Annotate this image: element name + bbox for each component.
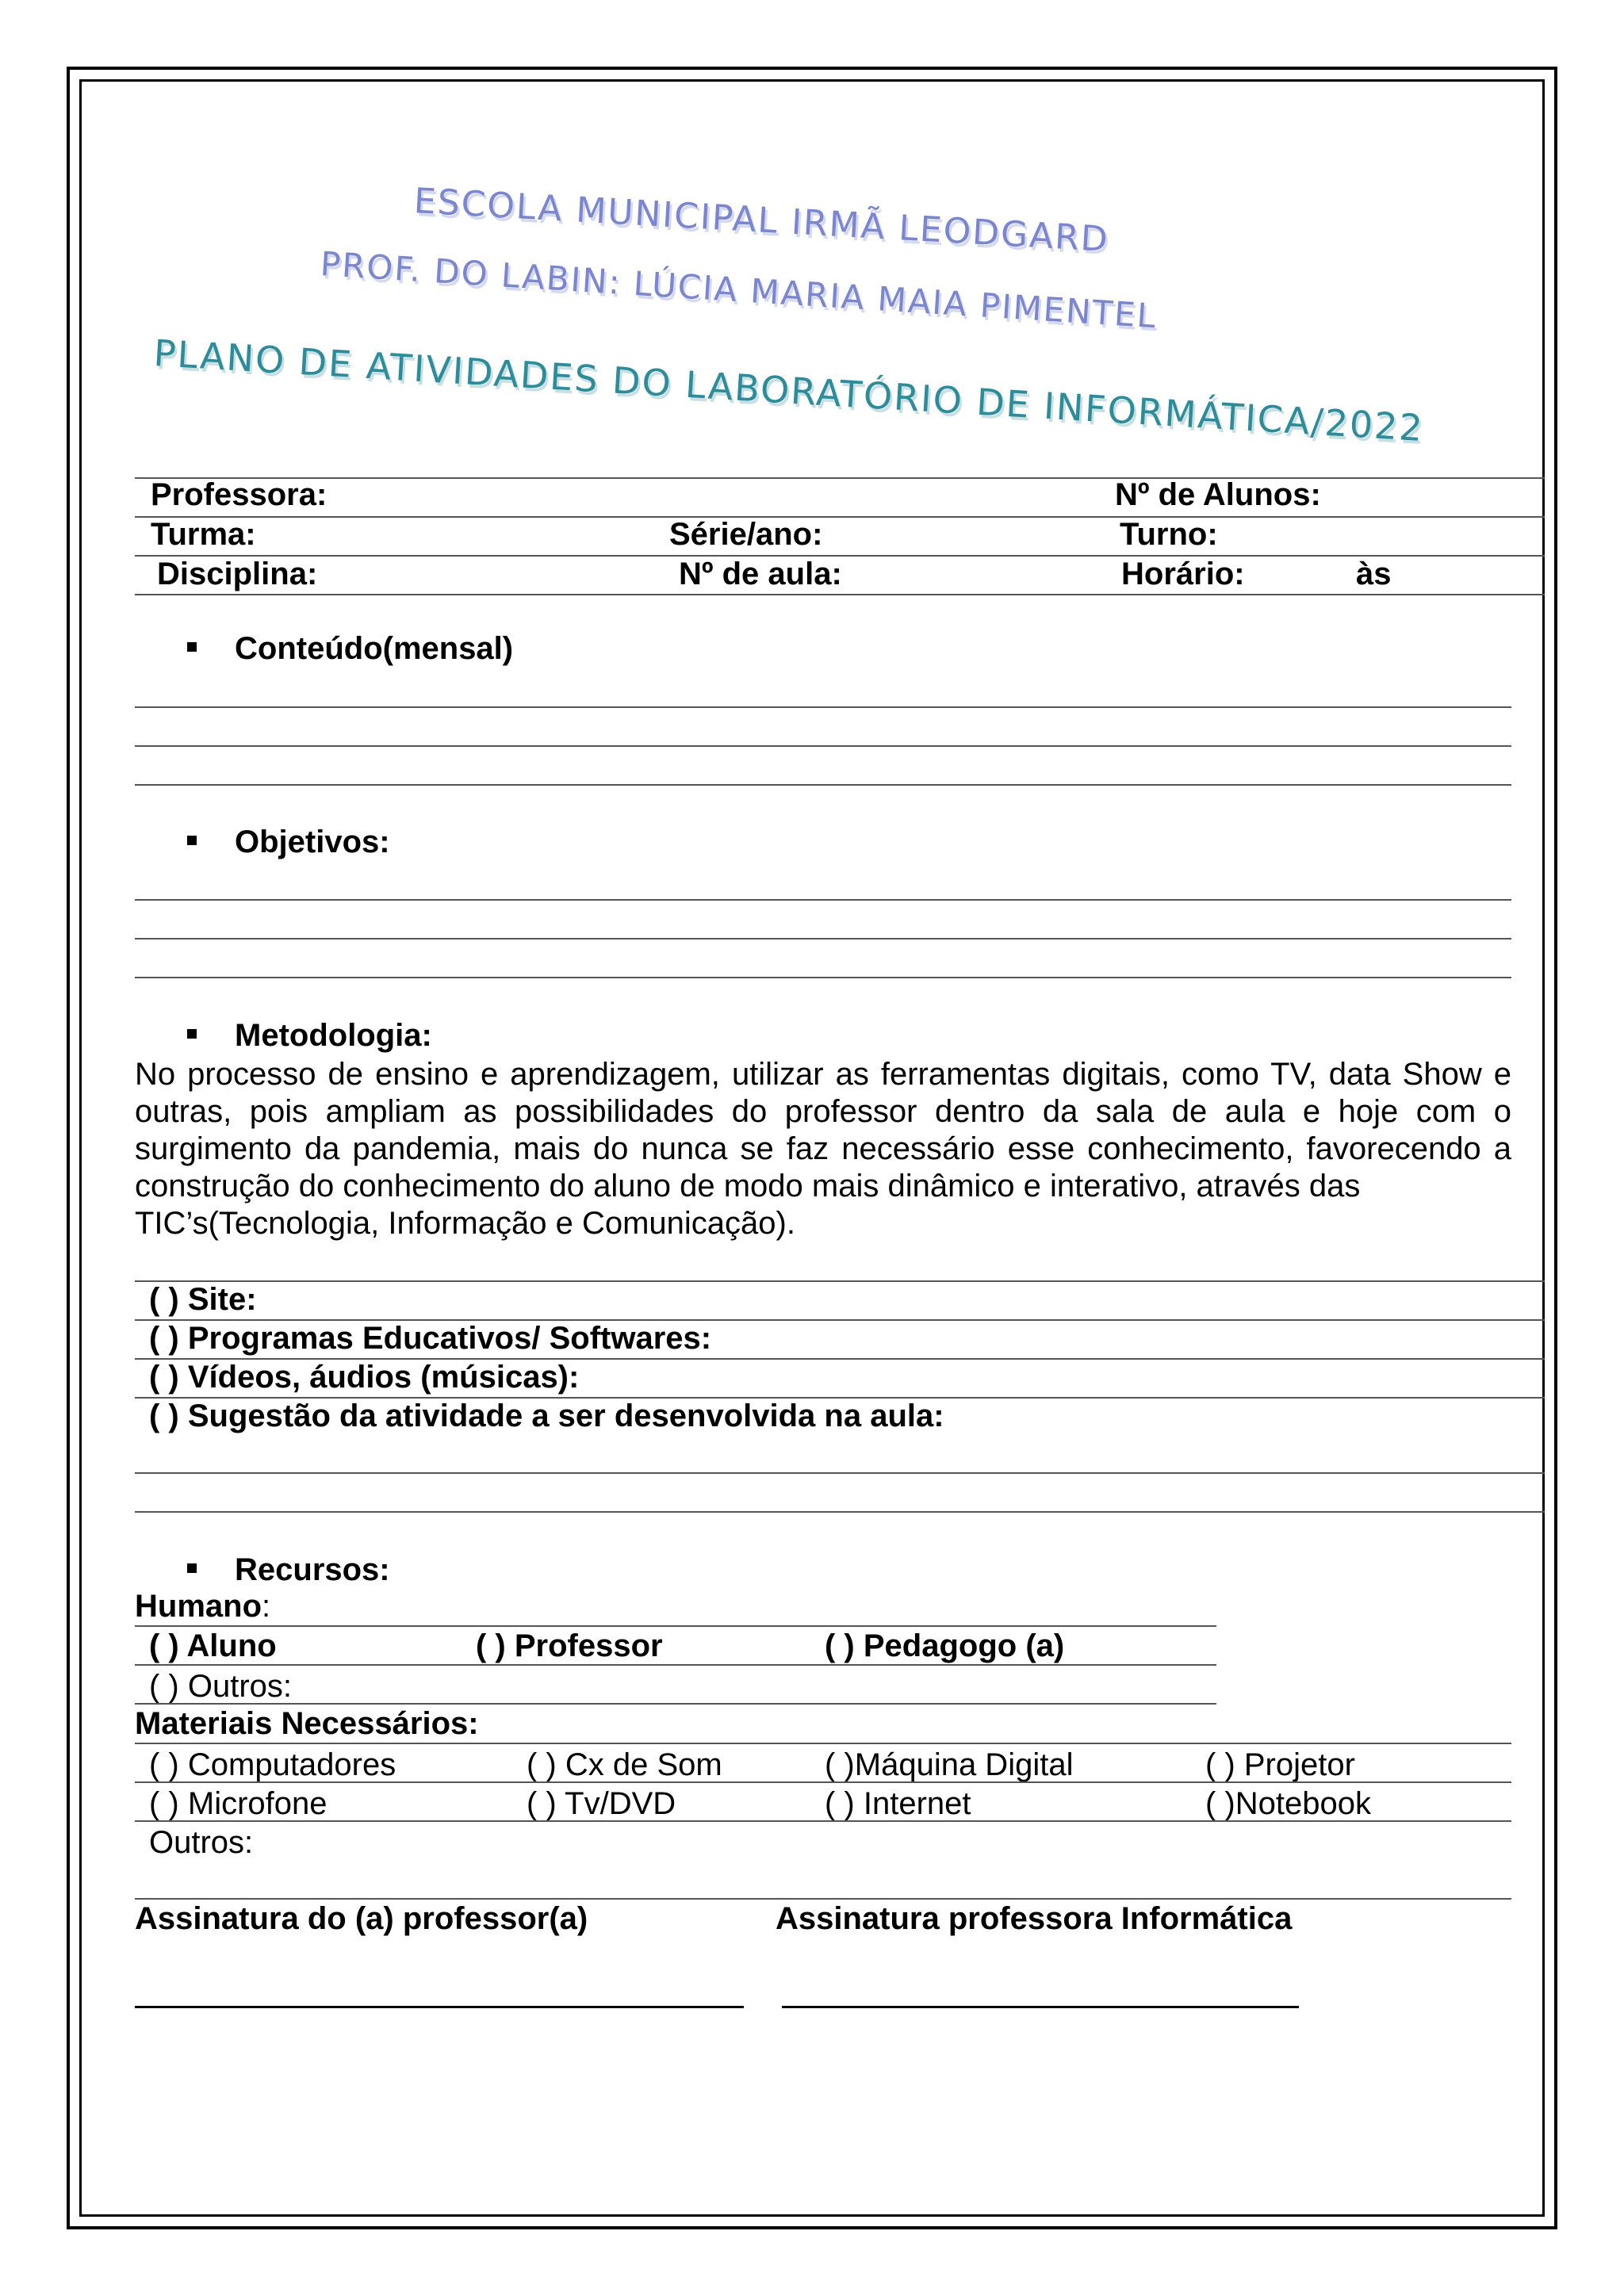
material-projetor: ( ) Projetor [1205, 1747, 1355, 1782]
plan-title: PLANO DE ATIVIDADES DO LABORATÓRIO DE INFORMÁTICA/2022 [152, 331, 1426, 450]
humano-aluno: ( ) Aluno [149, 1628, 277, 1663]
info-line-1 [135, 516, 1545, 518]
objetivos-line-2 [135, 938, 1511, 939]
checklist-site: ( ) Site: [149, 1282, 257, 1317]
bullet-icon [187, 642, 197, 652]
turno-label: Turno: [1120, 517, 1218, 552]
bullet-icon [187, 836, 197, 845]
turma-label: Turma: [151, 517, 256, 552]
sugestao-line-1 [135, 1472, 1545, 1474]
humano-colon: : [262, 1589, 271, 1624]
humano-line-bottom [135, 1703, 1216, 1705]
materiais-line-top [135, 1743, 1511, 1744]
humano-outros: ( ) Outros: [149, 1669, 293, 1704]
serie-label: Série/ano: [669, 517, 823, 552]
materiais-line-2 [135, 1820, 1511, 1822]
alunos-label: Nº de Alunos: [1115, 477, 1321, 512]
checklist-sugestao: ( ) Sugestão da atividade a ser desenvolvida na aula: [149, 1399, 944, 1433]
sugestao-line-2 [135, 1511, 1545, 1513]
bullet-icon [187, 1563, 197, 1573]
objetivos-heading: Objetivos: [235, 825, 390, 859]
checklist-line-top [135, 1280, 1545, 1282]
humano-professor: ( ) Professor [476, 1628, 663, 1663]
conteudo-heading: Conteúdo(mensal) [235, 631, 514, 666]
info-line-bottom [135, 594, 1545, 595]
metodologia-paragraph [135, 1056, 1511, 1242]
material-outros: Outros: [149, 1825, 254, 1860]
checklist-programas: ( ) Programas Educativos/ Softwares: [149, 1321, 712, 1356]
humano-pedagogo: ( ) Pedagogo (a) [825, 1628, 1065, 1663]
bullet-icon [187, 1029, 197, 1039]
conteudo-line-2 [135, 745, 1511, 747]
material-computadores: ( ) Computadores [149, 1747, 396, 1782]
material-maquina: ( )Máquina Digital [825, 1747, 1074, 1782]
aula-label: Nº de aula: [679, 557, 842, 591]
signature-informatica-line [782, 2006, 1299, 2008]
disciplina-label: Disciplina: [157, 557, 318, 591]
professora-label: Professora: [151, 477, 327, 512]
humano-line-1 [135, 1664, 1216, 1666]
humano-label-text: Humano [135, 1589, 262, 1624]
materiais-line-1 [135, 1781, 1511, 1783]
signature-informatica-label: Assinatura professora Informática [776, 1901, 1293, 1936]
objetivos-line-1 [135, 899, 1511, 901]
material-microfone: ( ) Microfone [149, 1786, 327, 1821]
as-label: às [1356, 557, 1392, 591]
humano-line-top [135, 1625, 1216, 1627]
material-internet: ( ) Internet [825, 1786, 971, 1821]
materiais-label: Materiais Necessários: [135, 1706, 479, 1741]
material-tv: ( ) Tv/DVD [527, 1786, 676, 1821]
conteudo-line-1 [135, 706, 1511, 708]
checklist-videos: ( ) Vídeos, áudios (músicas): [149, 1360, 580, 1395]
material-notebook: ( )Notebook [1205, 1786, 1371, 1821]
material-cx-som: ( ) Cx de Som [527, 1747, 722, 1782]
outros-line [135, 1898, 1511, 1900]
info-line-top [135, 477, 1545, 479]
metodologia-last-line: TIC’s(Tecnologia, Informação e Comunicação). [135, 1206, 795, 1241]
recursos-heading: Recursos: [235, 1552, 390, 1587]
metodologia-heading: Metodologia: [235, 1018, 432, 1053]
school-title: ESCOLA MUNICIPAL IRMÃ LEODGARD [412, 181, 1110, 260]
humano-label [135, 1590, 270, 1622]
lab-teacher-title: PROF. DO LABIN: LÚCIA MARIA MAIA PIMENTEL [319, 244, 1159, 336]
horario-label: Horário: [1121, 557, 1245, 591]
conteudo-line-3 [135, 784, 1511, 786]
signature-professor-line [135, 2006, 744, 2008]
objetivos-line-3 [135, 977, 1511, 978]
signature-professor-label: Assinatura do (a) professor(a) [135, 1901, 588, 1936]
metodologia-text: No processo de ensino e aprendizagem, utilizar as ferramentas digitais, como TV, data Show e outras, pois ampliam as possibilidades do professor dentro da sala de aula e hoje com o surgimento da pandemia, mais do nunca se faz necessário esse conhecimento, favorecendo a construção do conhecimento do aluno de modo mais dinâmico e interativo, através das [135, 1057, 1511, 1203]
